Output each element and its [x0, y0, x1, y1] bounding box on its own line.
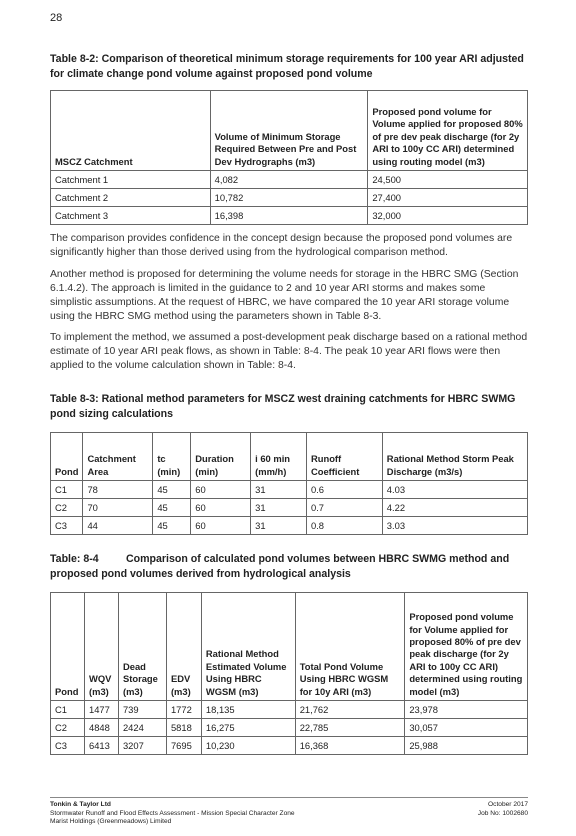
table-cell: C3	[51, 737, 85, 755]
table-cell: 24,500	[368, 171, 528, 189]
table-cell: 0.8	[306, 517, 382, 535]
table-row	[51, 517, 528, 535]
table-8-2-caption: Table 8-2: Comparison of theoretical minimum storage requirements for 100 year ARI adjusted for climate change pond volume against proposed pond volume	[50, 53, 524, 80]
page-number: 28	[50, 12, 63, 24]
table-cell: 60	[191, 481, 251, 499]
table-8-3-caption: Table 8-3: Rational method parameters for MSCZ west draining catchments for HBRC SWMG pond sizing calculations	[50, 393, 516, 420]
table-cell: 32,000	[368, 207, 528, 225]
table-cell: 27,400	[368, 189, 528, 207]
paragraph-comparison: The comparison provides confidence in the concept design because the proposed pond volumes are significantly higher than those derived using from the hydrological comparison method.	[50, 233, 513, 258]
paragraph-another-method: Another method is proposed for determining the volume needs for storage in the HBRC SMG (Section 6.1.4.2). The approach is limited in the guidance to 2 and 10 year ARI storms and makes some simplistic assumptions. At the request of HBRC, we have compared the 10 year ARI storage volume using the HBRC SMG method using the parameters shown in Table 8-3.	[50, 269, 519, 322]
table-cell: 1772	[166, 701, 201, 719]
table-cell: 45	[153, 499, 191, 517]
table-cell: 31	[251, 517, 307, 535]
table-row	[51, 189, 528, 207]
table-cell: 21,762	[295, 701, 405, 719]
table-header-cell: Runoff Coefficient	[306, 433, 382, 481]
table-cell: Catchment 1	[51, 171, 211, 189]
table-header-cell: i 60 min (mm/h)	[251, 433, 307, 481]
table-cell: C3	[51, 517, 83, 535]
table-cell: 16,398	[210, 207, 368, 225]
table-cell: 16,368	[295, 737, 405, 755]
table-cell: 60	[191, 517, 251, 535]
table-cell: 45	[153, 481, 191, 499]
table-header-cell: Proposed pond volume for Volume applied for proposed 80% of pre dev peak discharge (for 2y ARI to 100y CC ARI) determined using routing model (m3)	[405, 593, 528, 701]
table-header-cell: Duration (min)	[191, 433, 251, 481]
table-cell: 0.6	[306, 481, 382, 499]
table-cell: 70	[83, 499, 153, 517]
table-cell: C2	[51, 499, 83, 517]
table-header-cell: Proposed pond volume for Volume applied for proposed 80% of pre dev peak discharge (for 2y ARI to 100y CC ARI) determined using routing model (m3)	[368, 91, 528, 171]
table-cell: 22,785	[295, 719, 405, 737]
table-cell: C2	[51, 719, 85, 737]
table-header-cell: Catchment Area	[83, 433, 153, 481]
table-header-cell: EDV (m3)	[166, 593, 201, 701]
table-cell: C1	[51, 701, 85, 719]
table-cell: 0.7	[306, 499, 382, 517]
table-cell: 25,988	[405, 737, 528, 755]
footer-divider	[50, 797, 528, 798]
table-header-cell: Total Pond Volume Using HBRC WGSM for 10y ARI (m3)	[295, 593, 405, 701]
table-header-cell: tc (min)	[153, 433, 191, 481]
table-cell: C1	[51, 481, 83, 499]
table-cell: 3207	[118, 737, 166, 755]
table-header-cell: Volume of Minimum Storage Required Between Pre and Post Dev Hydrographs (m3)	[210, 91, 368, 171]
table-header-cell: MSCZ Catchment	[51, 91, 211, 171]
table-header-cell: WQV (m3)	[84, 593, 118, 701]
table-header-cell: Rational Method Estimated Volume Using HBRC WGSM (m3)	[201, 593, 295, 701]
table-cell: 4.03	[382, 481, 527, 499]
footer-date: October 2017	[488, 801, 528, 808]
table-row	[51, 701, 528, 719]
table-8-4	[50, 592, 528, 755]
table-header-cell: Dead Storage (m3)	[118, 593, 166, 701]
table-cell: 5818	[166, 719, 201, 737]
footer-job-number: Job No: 1002680	[477, 809, 528, 817]
table-cell: 2424	[118, 719, 166, 737]
table-cell: 45	[153, 517, 191, 535]
table-row	[51, 499, 528, 517]
table-cell: 44	[83, 517, 153, 535]
paragraph-implement: To implement the method, we assumed a post-development peak discharge based on a rational method estimate of 10 year ARI peak flows, as shown in Table: 8-4. The peak 10 year ARI flows were then applied to the volume calculation shown in Table: 8-4.	[50, 332, 528, 371]
table-8-4-title: Comparison of calculated pond volumes between HBRC SWMG method and proposed pond volumes derived from hydrological analysis	[50, 553, 510, 580]
table-8-3	[50, 432, 528, 535]
table-row	[51, 171, 528, 189]
footer-left	[50, 801, 370, 827]
table-8-4-caption	[50, 552, 530, 582]
footer-report-title: Stormwater Runoff and Flood Effects Assessment - Mission Special Character Zone	[50, 809, 295, 817]
table-cell: 23,978	[405, 701, 528, 719]
table-header-cell: Rational Method Storm Peak Discharge (m3/s)	[382, 433, 527, 481]
table-row	[51, 737, 528, 755]
footer-client: Marist Holdings (Greenmeadows) Limited	[50, 818, 172, 826]
table-cell: 10,230	[201, 737, 295, 755]
table-cell: 6413	[84, 737, 118, 755]
table-cell: Catchment 2	[51, 189, 211, 207]
table-row	[51, 481, 528, 499]
footer-company: Tonkin & Taylor Ltd	[50, 801, 111, 808]
table-cell: 30,057	[405, 719, 528, 737]
table-cell: 1477	[84, 701, 118, 719]
table-row	[51, 719, 528, 737]
table-header-cell: Pond	[51, 593, 85, 701]
table-cell: 7695	[166, 737, 201, 755]
table-cell: 4,082	[210, 171, 368, 189]
table-cell: 31	[251, 481, 307, 499]
table-cell: 18,135	[201, 701, 295, 719]
table-header-cell: Pond	[51, 433, 83, 481]
table-8-2	[50, 90, 528, 225]
table-cell: 4.22	[382, 499, 527, 517]
table-cell: 3.03	[382, 517, 527, 535]
table-row	[51, 207, 528, 225]
table-cell: 60	[191, 499, 251, 517]
table-cell: 78	[83, 481, 153, 499]
table-cell: 16,275	[201, 719, 295, 737]
table-cell: 31	[251, 499, 307, 517]
table-cell: 739	[118, 701, 166, 719]
table-cell: 4848	[84, 719, 118, 737]
table-cell: 10,782	[210, 189, 368, 207]
table-cell: Catchment 3	[51, 207, 211, 225]
footer-right	[420, 801, 528, 818]
table-8-4-label: Table: 8-4	[50, 553, 99, 565]
